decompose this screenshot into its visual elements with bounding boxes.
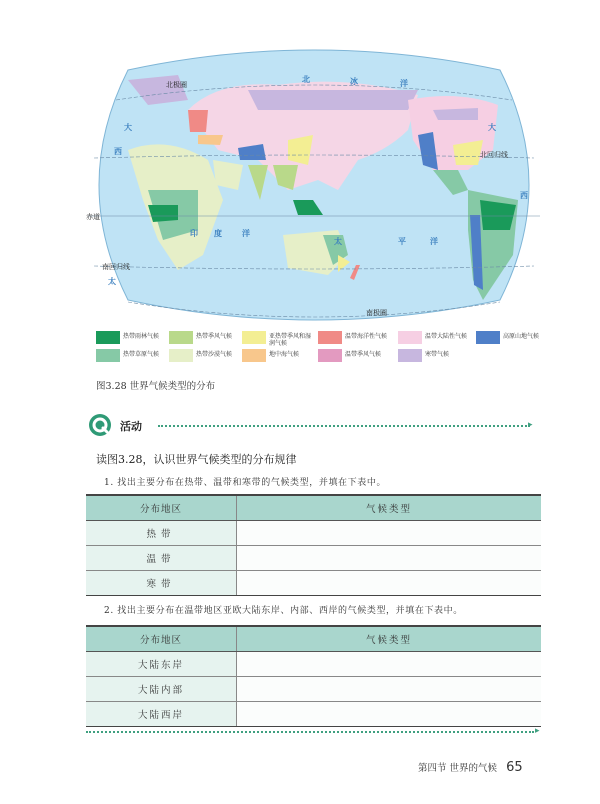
legend-swatch [318,349,342,362]
activity-end-divider [86,731,534,733]
table-row [86,546,541,571]
legend-label: 热带草原气候 [123,351,160,358]
ocean-atlantic-e-2: 西 [520,191,528,200]
legend-label: 寒带气候 [425,351,450,358]
activity-title: 活动 [120,420,142,433]
table-cell-answer[interactable] [237,546,542,571]
table-header: 分布地区 [86,626,237,652]
table-cell-region: 大陆东岸 [86,652,237,677]
activity-divider [158,425,530,427]
table-row [86,571,541,596]
ocean-arctic-1: 北 [302,75,310,84]
legend-label: 温带大陆性气候 [425,333,468,340]
table-cell-answer[interactable] [237,702,542,727]
table-row [86,677,541,702]
figure-caption: 图3.28 世界气候类型的分布 [96,381,216,392]
table-header: 气候类型 [237,626,542,652]
table-cell-answer[interactable] [237,652,542,677]
table-cell-answer[interactable] [237,677,542,702]
table-header-row [86,495,541,521]
ocean-arctic-3: 洋 [400,79,408,88]
map-svg [88,40,540,330]
table-cell-region: 热带 [86,521,237,546]
activity-intro: 读图3.28，认识世界气候类型的分布规律 [96,453,297,466]
table-cell-region: 寒带 [86,571,237,596]
question-1: 1. 找出主要分布在热带、温带和寒带的气候类型，并填在下表中。 [104,478,387,488]
ocean-pacific-e-3: 洋 [430,237,438,246]
question-2: 2. 找出主要分布在温带地区亚欧大陆东岸、内部、西岸的气候类型，并填在下表中。 [104,606,463,616]
legend-swatch [169,349,193,362]
equator-label: 赤道 [86,213,100,221]
legend-label: 热带季风气候 [196,333,233,340]
table-1 [86,494,541,596]
activity-icon [88,413,112,437]
legend-label: 地中海气候 [269,351,300,358]
table-cell-region: 大陆西岸 [86,702,237,727]
ocean-pacific-e-2: 平 [398,237,406,246]
table-row [86,702,541,727]
legend-label: 亚热带季风和湿润气候 [269,333,312,347]
page-number: 65 [506,760,523,775]
legend-swatch [476,331,500,344]
world-climate-map [88,40,540,330]
table-header: 气候类型 [237,495,542,521]
legend-swatch [242,331,266,344]
table-row [86,521,541,546]
tropic-cancer-label: 北回归线 [480,151,508,159]
table-cell-region: 大陆内部 [86,677,237,702]
footer-section: 第四节 世界的气候 [418,763,498,774]
legend-swatch [398,331,422,344]
ocean-atlantic-w-2: 西 [114,147,122,156]
antarctic-circle-label: 南极圈 [366,309,387,317]
table-cell-answer[interactable] [237,571,542,596]
legend-label: 温带海洋性气候 [345,333,388,340]
ocean-atlantic-e-1: 大 [488,123,496,132]
activity-header [88,413,540,437]
ocean-pacific-e-1: 太 [334,237,342,246]
ocean-indian-1: 印 [190,229,198,238]
legend-label: 高原山地气候 [503,333,540,340]
arctic-circle-label: 北极圈 [166,81,187,89]
table-header-row [86,626,541,652]
legend-swatch [398,349,422,362]
arrow-right-icon: ▸ [535,726,540,736]
table-header: 分布地区 [86,495,237,521]
arrow-right-icon: ▸ [528,420,533,430]
legend-label: 热带雨林气候 [123,333,160,340]
table-cell-region: 温带 [86,546,237,571]
legend-swatch [169,331,193,344]
tropic-capricorn-label: 南回归线 [102,263,130,271]
legend-swatch [96,331,120,344]
legend-label: 温带季风气候 [345,351,382,358]
ocean-indian-3: 洋 [242,229,250,238]
table-cell-answer[interactable] [237,521,542,546]
page-footer [418,760,523,775]
ocean-arctic-2: 冰 [350,77,358,86]
legend-label: 热带沙漠气候 [196,351,233,358]
legend-swatch [96,349,120,362]
table-row [86,652,541,677]
legend-swatch [318,331,342,344]
legend-swatch [242,349,266,362]
ocean-pacific-w: 太 [108,277,116,286]
ocean-atlantic-w-1: 大 [124,123,132,132]
ocean-indian-2: 度 [214,229,222,238]
table-2 [86,625,541,727]
